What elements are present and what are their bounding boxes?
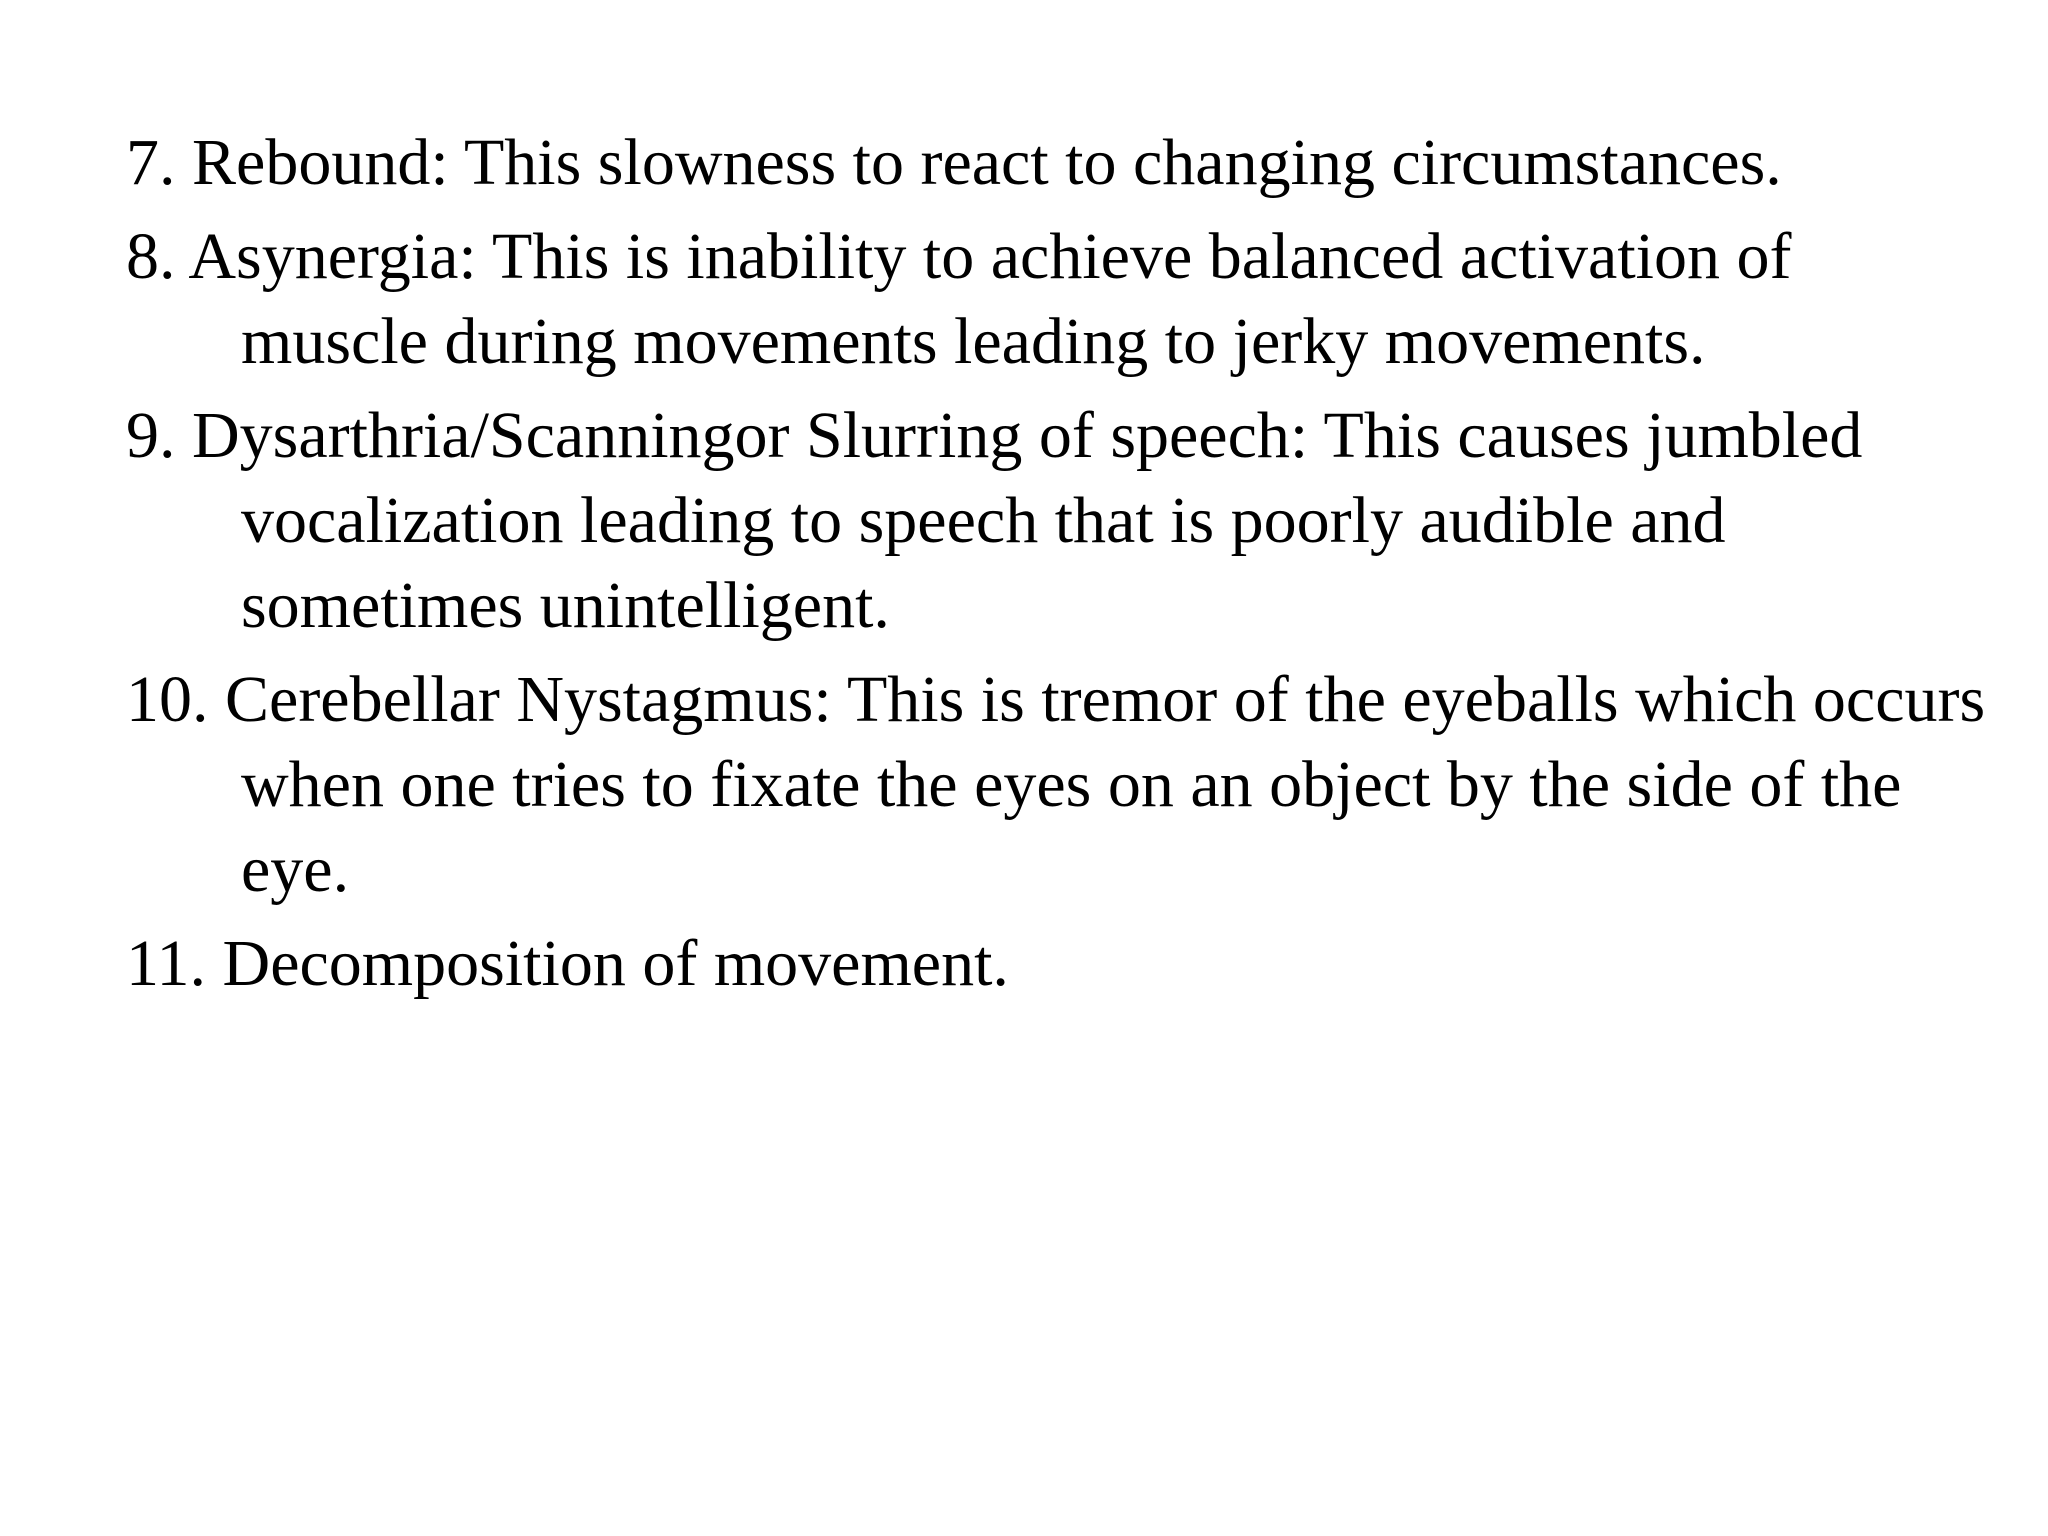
symptom-list	[126, 120, 1986, 1015]
list-item-rebound: 7. Rebound: This slowness to react to changing circumstances.	[126, 126, 1782, 199]
list-item-dysarthria: 9. Dysarthria/Scanningor Slurring of speech: This causes jumbled vocalization leading to speech that is poorly audible and sometimes unintelligent.	[126, 399, 1863, 642]
list-item-asynergia: 8. Asynergia: This is inability to achieve balanced activation of muscle during movements leading to jerky movements.	[126, 220, 1792, 378]
list-item-decomposition-of-movement: 11. Decomposition of movement.	[126, 927, 1009, 1000]
list-item-cerebellar-nystagmus: 10. Cerebellar Nystagmus: This is tremor of the eyeballs which occurs when one tries to fixate the eyes on an object by the side of the eye.	[126, 663, 1986, 906]
